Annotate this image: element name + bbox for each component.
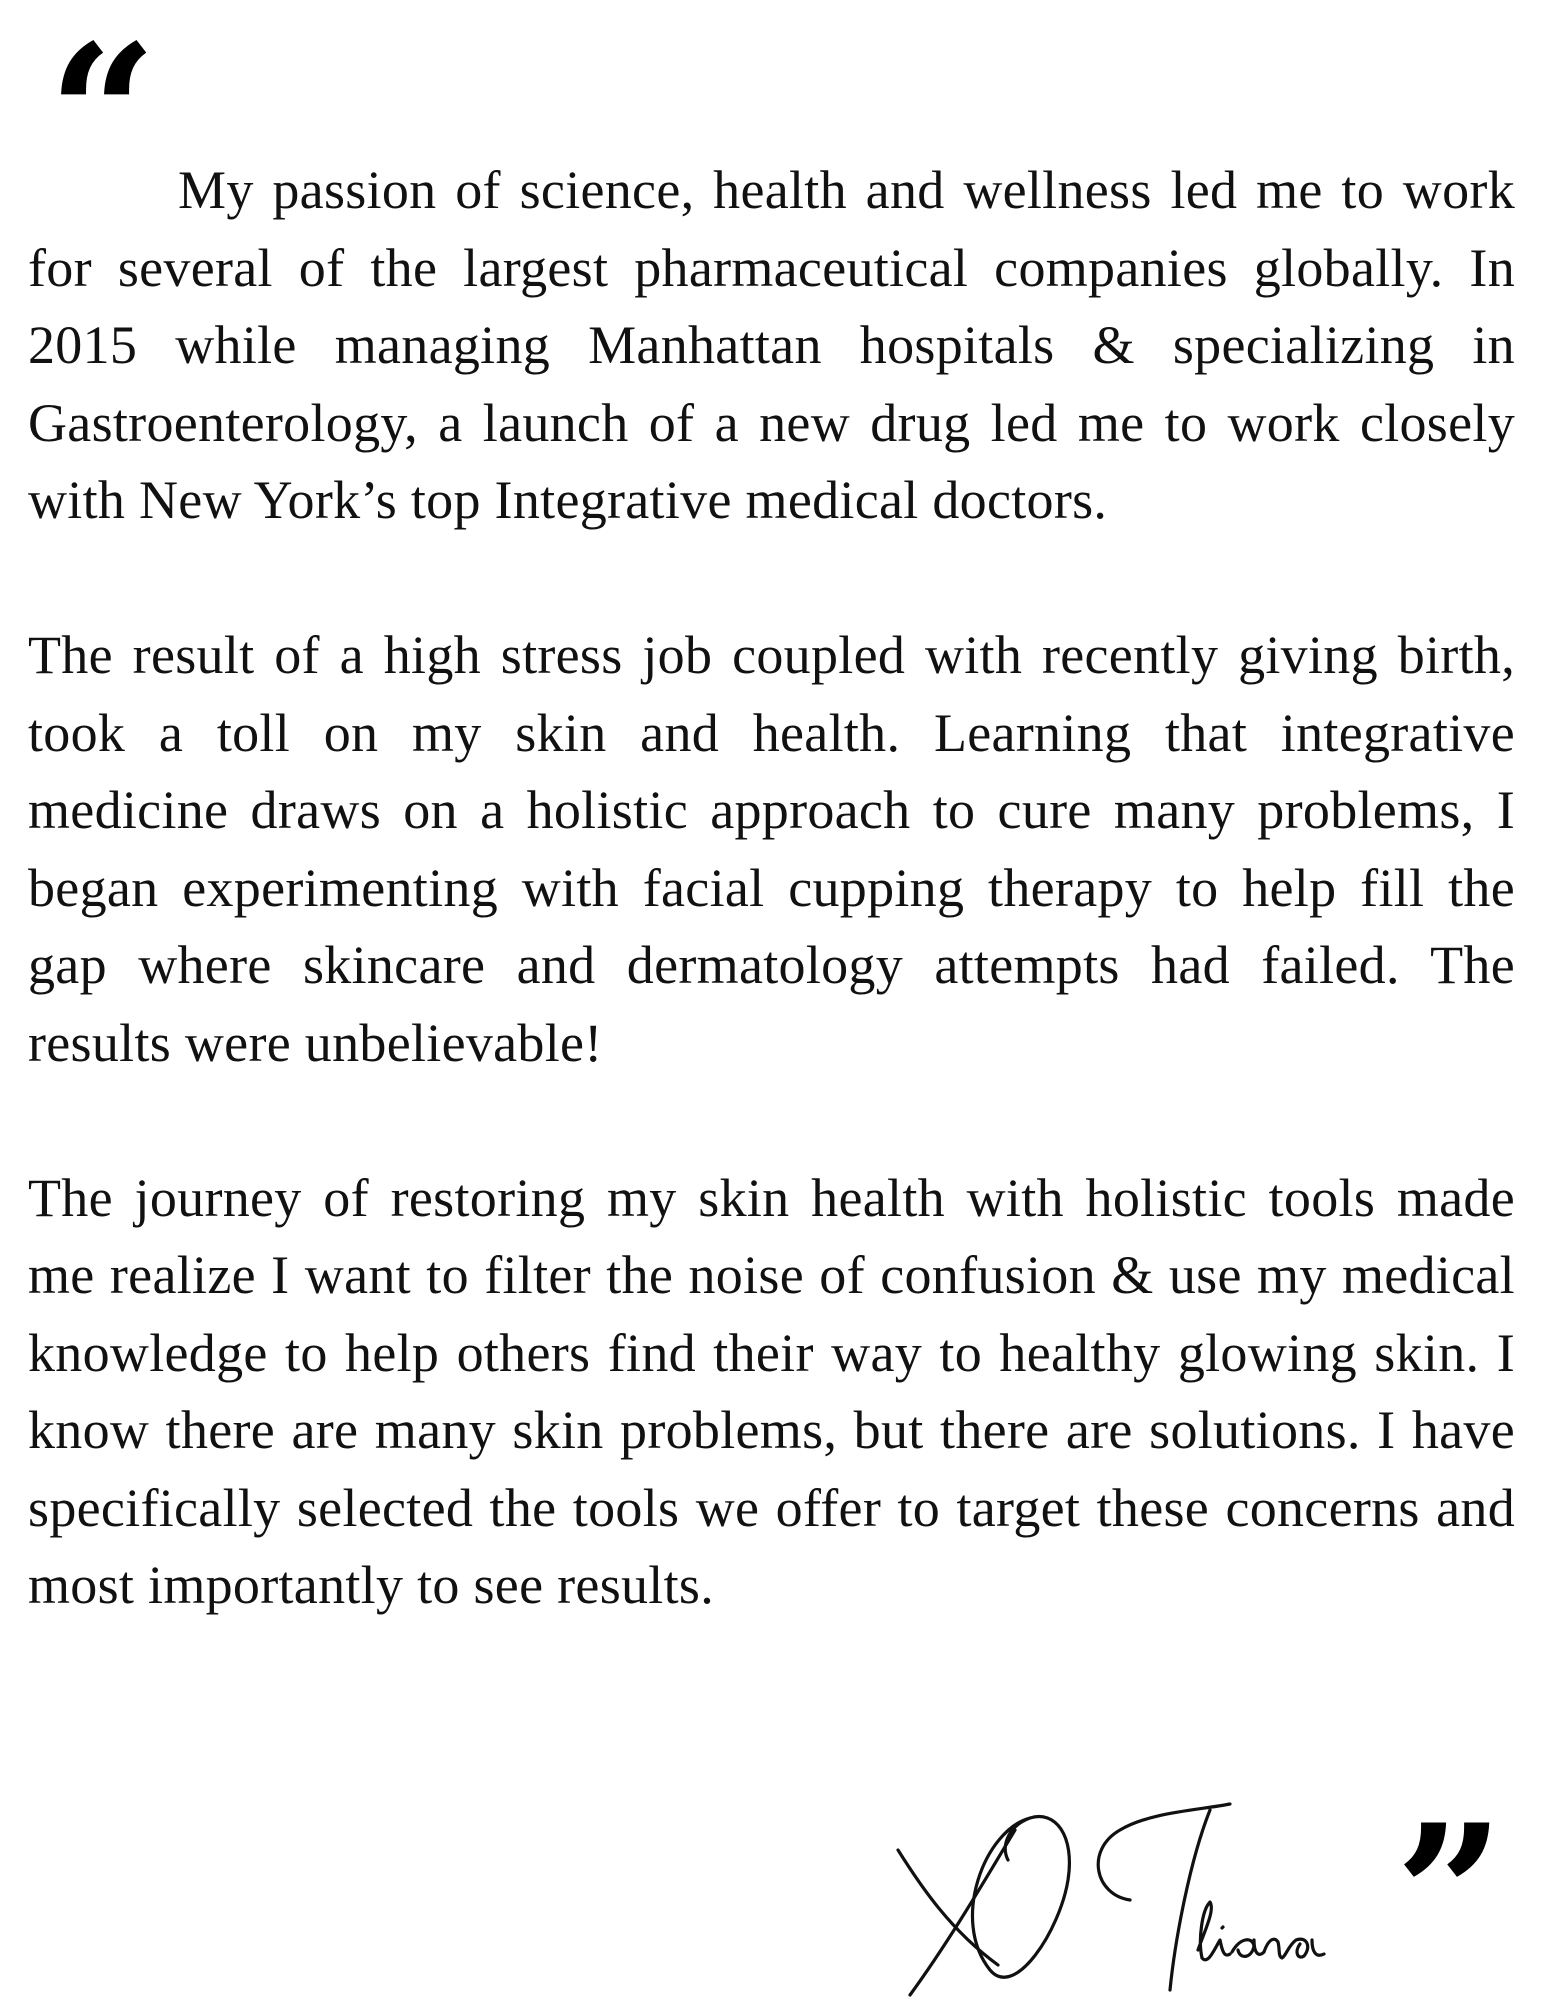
signature-xo-iliana — [880, 1790, 1350, 2000]
paragraph-2: The result of a high stress job coupled with recently giving birth, took a toll on my skin and health. Learning that integrative medicine draws on a holistic approach to cure many problems, I began experimenting with facial cupping therapy to help fill the gap where skincare and dermatology attempts had failed. The results were unbelievable! — [28, 625, 1515, 1073]
open-quote-mark: “ — [48, 3, 158, 226]
testimonial-body — [28, 152, 1515, 1625]
paragraph-1: My passion of science, health and wellness led me to work for several of the largest pharmaceutical companies globally. In 2015 while managing Manhattan hospitals & specializing in Gastroenterology, a launch of a new drug led me to work closely with New York’s top Integrative medical doctors. — [28, 160, 1515, 530]
signature-o-stroke — [972, 1817, 1069, 1978]
signature-i-loop — [1098, 1804, 1230, 1900]
close-quote-mark: ” — [1395, 1783, 1505, 2006]
signature-x-stroke-2 — [910, 1830, 1015, 1995]
paragraph-3: The journey of restoring my skin health with holistic tools made me realize I want to filter the noise of confusion & use my medical knowledge to help others find their way to healthy glowing skin. I know there are many skin problems, but there are solutions. I have specifically selected the tools we offer to target these concerns and most importantly to see results. — [28, 1167, 1515, 1615]
signature-liana — [1198, 1902, 1324, 1960]
signature-i-stem — [1170, 1810, 1210, 1990]
